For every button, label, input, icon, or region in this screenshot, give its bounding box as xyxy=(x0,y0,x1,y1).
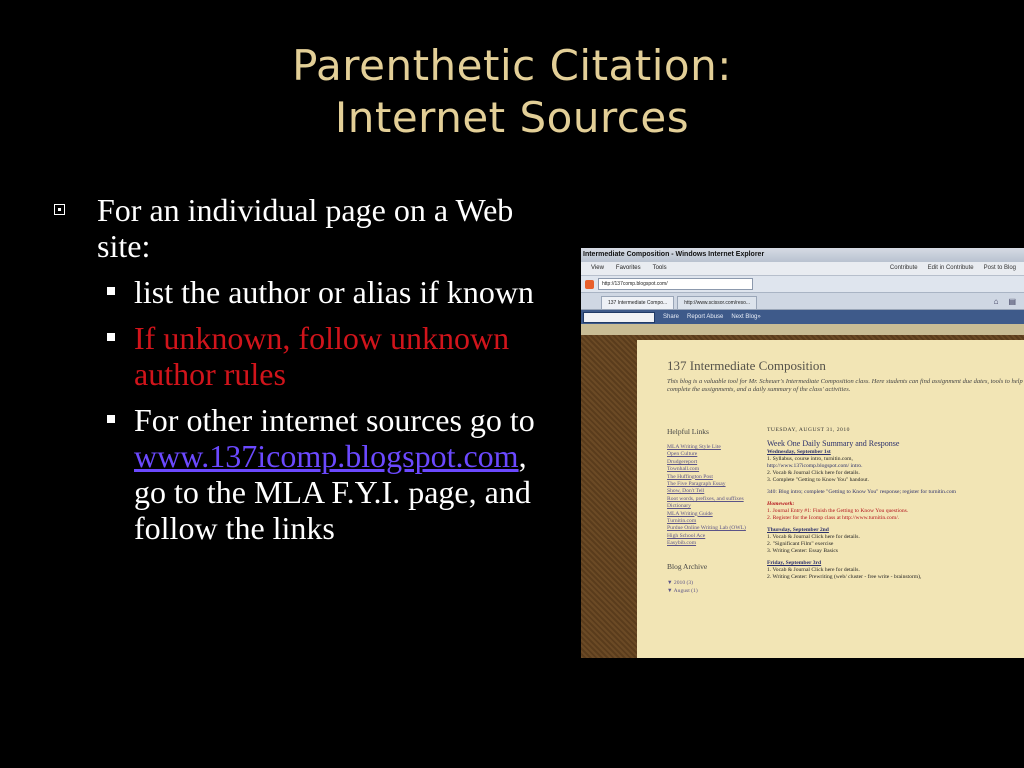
day-item: http://www.137icomp.blogspot.com/ intro. xyxy=(767,463,863,469)
helpful-link: Townhall.com xyxy=(667,466,700,473)
slide-title-line1: Parenthetic Citation: xyxy=(292,41,732,90)
helpful-link: MLA Writing Guide xyxy=(667,510,713,517)
main-bullet-text: For an individual page on a Web site: xyxy=(97,192,514,264)
edit-in-contribute: Edit in Contribute xyxy=(927,265,974,271)
blog-description: This blog is a valuable tool for Mr. Scheuer's Intermediate Composition class. Here students can find assignment due dates, tools to help complete the assignments, and a daily summary of the class' activities. xyxy=(667,378,1023,393)
helpful-links-list xyxy=(667,444,757,548)
slide-title-line2: Internet Sources xyxy=(334,93,690,142)
archive-month: ▼ August (1) xyxy=(667,587,698,594)
address-field: http://137comp.blogspot.com/ xyxy=(598,278,753,290)
day-item: 3. Complete "Getting to Know You" handout. xyxy=(767,477,869,483)
blog-content xyxy=(637,340,1024,658)
archive-heading: Blog Archive xyxy=(667,561,708,571)
helpful-link: Purdue Online Writing Lab (OWL) xyxy=(667,525,746,532)
print-icon: ▤ xyxy=(1008,297,1016,306)
nav-share: Share xyxy=(663,314,680,320)
helpful-link: Show, Don't Tell xyxy=(667,488,705,495)
sub-bullet-other-post: , go to the MLA F.Y.I. page, and follow the links xyxy=(134,438,531,546)
nav-next-blog: Next Blog» xyxy=(731,314,761,320)
day-item: 3. Writing Center: Essay Basics xyxy=(767,548,838,554)
sub-bullet-unknown-text: If unknown, follow unknown author rules xyxy=(134,320,510,392)
blog-archive xyxy=(667,562,757,595)
post-title: Week One Daily Summary and Response xyxy=(767,439,900,448)
menu-view: View xyxy=(591,265,604,271)
blogger-icon xyxy=(585,280,594,289)
post-date: TUESDAY, AUGUST 31, 2010 xyxy=(767,427,850,433)
menu-bar xyxy=(581,262,1024,276)
sub-bullet-author-text: list the author or alias if known xyxy=(134,274,534,310)
tab-blog: 137 Intermediate Compo... xyxy=(601,296,674,309)
day-heading: Wednesday, September 1st xyxy=(767,449,831,455)
helpful-link: Root words, prefixes, and suffixes xyxy=(667,495,744,502)
blogger-navbar xyxy=(581,310,1024,324)
day-item: 2. "Significant Film" exercise xyxy=(767,541,834,547)
nav-report-abuse: Report Abuse xyxy=(687,314,724,320)
day-item: 2. Vocab & Journal Click here for details. xyxy=(767,470,860,476)
tab-scissor: http://www.scissor.com/reso... xyxy=(677,296,757,309)
sub-bullet-other xyxy=(97,402,562,546)
blog-search-box xyxy=(583,312,655,323)
blog-page xyxy=(581,335,1024,658)
menu-tools: Tools xyxy=(652,265,667,271)
slide-title xyxy=(0,40,1024,144)
helpful-link: High School Ace xyxy=(667,532,706,539)
contribute-label: Contribute xyxy=(889,265,918,271)
helpful-link: Drudgereport xyxy=(667,458,698,465)
blog-post xyxy=(767,427,1024,581)
bullet-icon xyxy=(107,287,115,295)
helpful-links-heading: Helpful Links xyxy=(667,427,709,436)
sub-bullet-author xyxy=(97,274,562,310)
helpful-link: Dictionary xyxy=(667,503,691,510)
helpful-link: The Five Paragraph Essay xyxy=(667,481,726,488)
square-bullet-icon xyxy=(54,204,65,215)
helpful-link: MLA Writing Style Lite xyxy=(667,444,721,450)
slide-body xyxy=(52,192,562,546)
day-item: 1. Syllabus, course intro, turnitin.com, xyxy=(767,456,853,462)
main-bullet xyxy=(52,192,562,546)
sub-bullet-unknown xyxy=(97,320,562,392)
home-icon: ⌂ xyxy=(993,297,999,306)
helpful-link: Open Culture xyxy=(667,451,698,458)
note-340: 340: Blog intro; complete "Getting to Know You" response; register for turnitin.com xyxy=(767,489,956,495)
blog-title: 137 Intermediate Composition xyxy=(667,358,826,373)
blog-link[interactable]: www.137icomp.blogspot.com xyxy=(134,438,519,474)
day-heading: Friday, September 3rd xyxy=(767,560,822,566)
homework-item: 2. Register for the Icomp class at http://www.turnitin.com/. xyxy=(767,515,900,521)
helpful-link: The Huffington Post xyxy=(667,473,713,480)
day-item: 1. Vocab & Journal Click here for details. xyxy=(767,567,860,573)
archive-year: ▼ 2010 (3) xyxy=(667,579,694,586)
post-to-blog: Post to Blog xyxy=(983,265,1016,271)
sub-bullet-other-pre: For other internet sources go to xyxy=(134,402,535,438)
bullet-icon xyxy=(107,333,115,341)
contribute-toolbar xyxy=(890,262,1024,275)
homework-item: 1. Journal Entry #1: Finish the Getting to Know You questions. xyxy=(767,508,909,514)
helpful-link: Easybib.com xyxy=(667,540,697,547)
browser-screenshot xyxy=(581,248,1024,658)
menu-favorites: Favorites xyxy=(615,265,641,271)
toolbar-icons xyxy=(994,297,1024,309)
tab-bar xyxy=(581,293,1024,310)
helpful-link: Turnitin.com xyxy=(667,518,697,525)
day-item: 1. Vocab & Journal Click here for details. xyxy=(767,534,860,540)
address-bar xyxy=(581,276,1024,293)
blog-sidebar xyxy=(667,427,757,595)
sub-bullet-list xyxy=(97,274,562,546)
homework-label: Homework: xyxy=(767,501,795,507)
day-heading: Thursday, September 2nd xyxy=(767,527,829,533)
bullet-icon xyxy=(107,415,115,423)
window-title-bar: Intermediate Composition - Windows Internet Explorer xyxy=(581,248,1024,262)
day-item: 2. Writing Center: Prewriting (web/ cluster - free write - brainstorm), xyxy=(767,574,922,580)
